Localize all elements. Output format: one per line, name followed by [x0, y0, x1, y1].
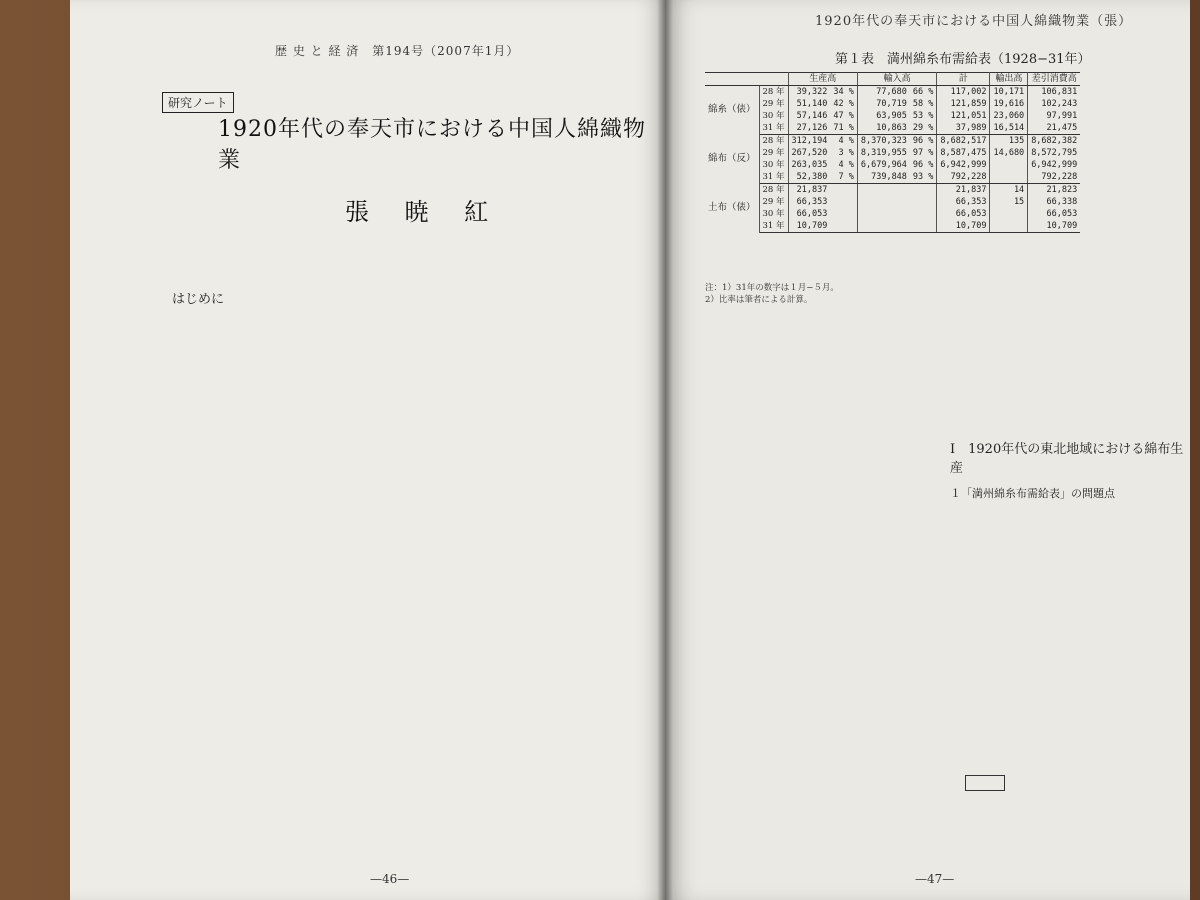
export-cell: 23,060	[990, 110, 1028, 122]
production-cell: 312,194	[791, 136, 828, 146]
consumption-cell: 21,823	[1046, 185, 1078, 195]
import-cell: 739,848	[857, 171, 910, 184]
note-label: 研究ノート	[162, 92, 234, 113]
total-cell: 117,002	[937, 86, 990, 99]
table-header: 輸入高	[857, 73, 937, 86]
imp-share-cell: 97 %	[910, 147, 937, 159]
production-cell: 27,126	[788, 122, 830, 135]
prod-share-cell	[830, 184, 857, 197]
subsection-heading: １「満州綿糸布需給表」の問題点	[950, 487, 1115, 500]
prod-share-cell: 7 %	[830, 171, 857, 184]
table-row	[705, 135, 1080, 148]
prod-share-cell: 4 %	[830, 135, 857, 148]
import-cell	[857, 208, 910, 220]
year-cell: 29 年	[759, 98, 788, 110]
production-cell: 10,709	[788, 220, 830, 233]
table-note: 2）比率は筆者による計算。	[705, 295, 813, 305]
imp-share-cell: 66 %	[910, 86, 937, 99]
consumption-cell: 66,338	[1046, 197, 1078, 207]
total-cell: 8,682,517	[937, 135, 990, 148]
table-row	[705, 98, 1080, 110]
import-cell: 8,370,323	[860, 136, 907, 146]
total-cell: 66,353	[937, 196, 990, 208]
year-cell: 31 年	[759, 220, 788, 233]
total-cell: 792,228	[937, 171, 990, 184]
production-cell: 21,837	[796, 185, 828, 195]
import-cell: 70,719	[876, 99, 907, 109]
import-cell	[857, 196, 910, 208]
table-row	[705, 171, 1080, 184]
year-cell: 28 年	[759, 86, 788, 99]
export-cell: 14	[990, 184, 1028, 197]
consumption-cell: 8,572,795	[1031, 148, 1078, 158]
production-cell: 66,053	[796, 209, 828, 219]
table-header: 差引消費高	[1028, 73, 1081, 86]
export-cell: 10,171	[990, 86, 1028, 99]
prod-share-cell	[830, 220, 857, 233]
running-head: 歴 史 と 経 済 第194号（2007年1月）	[275, 44, 520, 58]
article-title: 1920年代の奉天市における中国人綿織物業	[218, 117, 646, 173]
export-cell: 135	[990, 135, 1028, 148]
total-cell: 21,837	[937, 184, 990, 197]
imp-share-cell: 96 %	[910, 135, 937, 148]
table-note: 注：1）31年の数字は１月−５月。	[705, 283, 839, 293]
consumption-cell: 10,709	[1028, 220, 1081, 233]
year-cell: 28 年	[759, 135, 788, 148]
export-cell	[990, 171, 1028, 184]
table-row	[705, 220, 1080, 233]
consumption-cell: 8,682,382	[1031, 136, 1078, 146]
imp-share-cell: 53 %	[910, 110, 937, 122]
total-cell: 121,051	[937, 110, 990, 122]
table-body	[705, 86, 1080, 233]
supply-demand-table	[705, 72, 1080, 233]
export-cell	[990, 159, 1028, 171]
export-cell	[990, 208, 1028, 220]
import-cell: 8,319,955	[860, 148, 907, 158]
category-cell: 綿糸（俵）	[705, 86, 759, 135]
consumption-cell: 21,475	[1028, 122, 1081, 135]
prod-share-cell: 34 %	[830, 86, 857, 99]
total-cell: 6,942,999	[937, 159, 990, 171]
prod-share-cell: 47 %	[830, 110, 857, 122]
production-cell: 267,520	[791, 148, 828, 158]
production-cell: 51,140	[796, 99, 828, 109]
table-header: 生産高	[788, 73, 857, 86]
year-cell: 30 年	[759, 208, 788, 220]
prod-share-cell: 71 %	[830, 122, 857, 135]
imp-share-cell: 93 %	[910, 171, 937, 184]
import-cell: 6,679,964	[860, 160, 907, 170]
year-cell: 30 年	[759, 159, 788, 171]
import-cell: 10,863	[857, 122, 910, 135]
total-cell: 37,989	[937, 122, 990, 135]
total-cell: 66,053	[937, 208, 990, 220]
table-row	[705, 159, 1080, 171]
boxed-formula	[965, 775, 1005, 791]
import-cell: 77,680	[876, 87, 907, 97]
imp-share-cell	[910, 184, 937, 197]
consumption-cell: 66,053	[1046, 209, 1078, 219]
right-page	[665, 0, 1190, 900]
table-row	[705, 184, 1080, 197]
left-page	[70, 0, 665, 900]
table-row	[705, 86, 1080, 99]
year-cell: 31 年	[759, 171, 788, 184]
total-cell: 8,587,475	[937, 147, 990, 159]
section-heading: Ⅰ 1920年代の東北地域における綿布生産	[950, 442, 1184, 476]
table-header	[705, 73, 759, 86]
consumption-cell: 102,243	[1041, 99, 1078, 109]
table-header	[759, 73, 788, 86]
production-cell: 66,353	[796, 197, 828, 207]
table-header: 輸出高	[990, 73, 1028, 86]
export-cell: 19,616	[990, 98, 1028, 110]
import-cell	[857, 220, 910, 233]
table-title: 第１表 満州綿糸布需給表（1928−31年）	[835, 52, 1091, 67]
year-cell: 28 年	[759, 184, 788, 197]
export-cell: 16,514	[990, 122, 1028, 135]
prod-share-cell: 42 %	[830, 98, 857, 110]
table-row	[705, 147, 1080, 159]
category-cell: 土布（俵）	[705, 184, 759, 233]
table-row	[705, 122, 1080, 135]
import-cell	[857, 184, 910, 197]
export-cell: 15	[990, 196, 1028, 208]
table-header-row	[705, 73, 1080, 86]
table-notes	[705, 282, 839, 306]
imp-share-cell	[910, 220, 937, 233]
production-cell: 52,380	[788, 171, 830, 184]
table-header: 計	[937, 73, 990, 86]
export-cell	[990, 220, 1028, 233]
consumption-cell: 97,991	[1046, 111, 1078, 121]
production-cell: 57,146	[796, 111, 828, 121]
author-name: 張 暁 紅	[345, 198, 503, 226]
import-cell: 63,905	[876, 111, 907, 121]
page-number: —46—	[370, 872, 410, 886]
prod-share-cell: 4 %	[830, 159, 857, 171]
prod-share-cell	[830, 196, 857, 208]
prod-share-cell: 3 %	[830, 147, 857, 159]
export-cell: 14,680	[990, 147, 1028, 159]
year-cell: 31 年	[759, 122, 788, 135]
imp-share-cell	[910, 208, 937, 220]
year-cell: 29 年	[759, 147, 788, 159]
book-gutter	[657, 0, 673, 900]
running-head: 1920年代の奉天市における中国人綿織物業（張）	[815, 14, 1133, 29]
consumption-cell: 106,831	[1041, 87, 1078, 97]
year-cell: 30 年	[759, 110, 788, 122]
intro-heading: はじめに	[172, 292, 225, 307]
total-cell: 10,709	[937, 220, 990, 233]
consumption-cell: 792,228	[1028, 171, 1081, 184]
imp-share-cell: 58 %	[910, 98, 937, 110]
page-number: —47—	[915, 872, 955, 886]
year-cell: 29 年	[759, 196, 788, 208]
prod-share-cell	[830, 208, 857, 220]
production-cell: 263,035	[791, 160, 828, 170]
imp-share-cell: 96 %	[910, 159, 937, 171]
imp-share-cell	[910, 196, 937, 208]
table-row	[705, 196, 1080, 208]
consumption-cell: 6,942,999	[1031, 160, 1078, 170]
total-cell: 121,859	[937, 98, 990, 110]
table-row	[705, 208, 1080, 220]
imp-share-cell: 29 %	[910, 122, 937, 135]
production-cell: 39,322	[796, 87, 828, 97]
table-row	[705, 110, 1080, 122]
category-cell: 綿布（反）	[705, 135, 759, 184]
